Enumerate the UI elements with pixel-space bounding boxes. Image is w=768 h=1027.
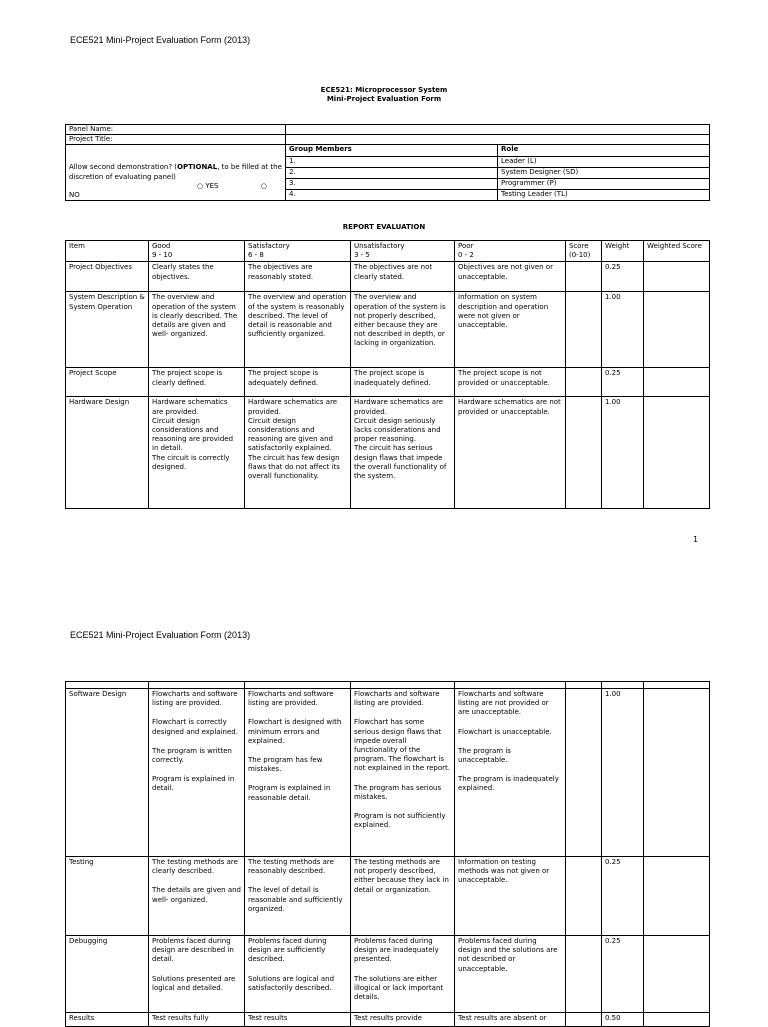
score-input[interactable] [566, 689, 602, 857]
score-input[interactable] [566, 1013, 602, 1027]
panel-name-label: Panel Name: [66, 125, 286, 135]
criterion-unsatisfactory [351, 857, 455, 936]
criterion-poor [455, 936, 566, 1013]
weight-value: 0.25 [602, 857, 644, 936]
criterion-paragraph: The level of detail is reasonable and sufficiently organized. [248, 886, 343, 913]
rubric-row [66, 689, 710, 857]
criterion-good [149, 936, 245, 1013]
criterion-paragraph: Flowchart is correctly designed and explained. [152, 718, 238, 736]
criterion-paragraph: The testing methods are reasonably described. [248, 858, 334, 876]
item-label: Software Design [66, 689, 149, 857]
criterion-satisfactory [245, 1013, 351, 1027]
criterion-paragraph: Program is explained in detail. [152, 775, 235, 793]
criterion-paragraph: The details are given and well- organized. [152, 886, 242, 904]
member-role: Leader (L) [498, 156, 710, 167]
no-label: NO [69, 191, 80, 200]
criterion-good [149, 262, 245, 292]
criterion-satisfactory [245, 397, 351, 509]
criterion-paragraph: Clearly states the objectives. [152, 263, 214, 281]
weight-value: 0.25 [602, 936, 644, 1013]
criterion-paragraph: Test results [248, 1014, 288, 1022]
weight-value: 0.50 [602, 1013, 644, 1027]
yes-checkbox[interactable]: ○ YES [197, 181, 219, 190]
criterion-paragraph: Flowcharts and software listing are provided. [248, 690, 334, 708]
criterion-paragraph: Hardware schematics are provided. Circuit design considerations and reasoning are provided in detail. The circuit is correctly designed. [152, 398, 234, 471]
header-item: Item [66, 241, 149, 262]
criterion-paragraph: Hardware schematics are not provided or unacceptable. [458, 398, 561, 416]
criterion-unsatisfactory [351, 397, 455, 509]
blank-header-row [66, 682, 710, 689]
score-input[interactable] [566, 857, 602, 936]
criterion-paragraph: The overview and operation of the system is clearly described. The details are given and well- organized. [152, 293, 238, 339]
item-label: Project Objectives [66, 262, 149, 292]
header-weight: Weight [602, 241, 644, 262]
section-title: REPORT EVALUATION [342, 223, 426, 231]
criterion-good [149, 689, 245, 857]
second-demo-question: Allow second demonstration? (OPTIONAL, to be filled at the discretion of evaluating panel) ○ YES ○ NO [66, 145, 286, 201]
criterion-poor [455, 689, 566, 857]
item-label: Testing [66, 857, 149, 936]
criterion-paragraph: Problems faced during design are sufficiently described. [248, 937, 327, 964]
criterion-good [149, 857, 245, 936]
score-input[interactable] [566, 262, 602, 292]
item-label: Hardware Design [66, 397, 149, 509]
header-poor: Poor 0 - 2 [455, 241, 566, 262]
criterion-poor [455, 292, 566, 368]
criterion-good [149, 368, 245, 397]
criterion-satisfactory [245, 857, 351, 936]
criterion-paragraph: Problems faced during design are described in detail. [152, 937, 234, 964]
criterion-unsatisfactory [351, 292, 455, 368]
criterion-paragraph: The project scope is not provided or unacceptable. [458, 369, 550, 387]
item-label: System Description & System Operation [66, 292, 149, 368]
criterion-paragraph: The objectives are reasonably stated. [248, 263, 314, 281]
criterion-paragraph: Flowcharts and software listing are provided. [354, 690, 440, 708]
weight-value: 1.00 [602, 397, 644, 509]
criterion-paragraph: The program has serious mistakes. [354, 783, 442, 801]
weighted-score-input[interactable] [644, 292, 710, 368]
criterion-good [149, 292, 245, 368]
criterion-paragraph: Problems faced during design and the solutions are not described or unacceptable. [458, 937, 558, 973]
weight-value: 1.00 [602, 689, 644, 857]
weighted-score-input[interactable] [644, 857, 710, 936]
criterion-poor [455, 857, 566, 936]
criterion-paragraph: The program is written correctly. [152, 746, 232, 765]
criterion-unsatisfactory [351, 1013, 455, 1027]
criterion-unsatisfactory [351, 936, 455, 1013]
weighted-score-input[interactable] [644, 368, 710, 397]
member-slot[interactable]: 2. [286, 167, 498, 178]
rubric-row [66, 936, 710, 1013]
weight-value: 0.25 [602, 368, 644, 397]
criterion-poor [455, 397, 566, 509]
rubric-row [66, 1013, 710, 1027]
role-header: Role [498, 145, 710, 156]
rubric-row [66, 368, 710, 397]
no-checkbox[interactable]: ○ [260, 181, 267, 190]
project-title-label: Project Title: [66, 135, 286, 145]
criterion-paragraph: Program is not sufficiently explained. [354, 812, 446, 830]
criterion-satisfactory [245, 262, 351, 292]
member-role: Programmer (P) [498, 178, 710, 189]
document-title-line1: ECE521: Microprocessor System [320, 86, 448, 94]
criterion-good [149, 397, 245, 509]
criterion-paragraph: The program has few mistakes. [248, 756, 323, 774]
criterion-paragraph: Test results are absent or [458, 1014, 547, 1022]
header-satisfactory: Satisfactory 6 - 8 [245, 241, 351, 262]
criterion-paragraph: Flowcharts and software listing are not provided or are unacceptable. [458, 690, 549, 717]
weighted-score-input[interactable] [644, 689, 710, 857]
criterion-poor [455, 368, 566, 397]
rubric-row [66, 857, 710, 936]
criterion-paragraph: Solutions are logical and satisfactorily described. [248, 974, 335, 992]
weighted-score-input[interactable] [644, 1013, 710, 1027]
group-info-table [65, 124, 710, 201]
member-role: System Designer (SD) [498, 167, 710, 178]
weight-value: 0.25 [602, 262, 644, 292]
criterion-paragraph: The project scope is inadequately defined. [354, 369, 431, 387]
criterion-paragraph: Hardware schematics are provided. Circuit design considerations and reasoning are given and satisfactorily explained. The circuit has few design flaws that do not affect its overall functionality. [248, 398, 340, 481]
score-input[interactable] [566, 397, 602, 509]
weight-value: 1.00 [602, 292, 644, 368]
criterion-paragraph: Problems faced during design are inadequately presented. [354, 937, 439, 964]
panel-name-field[interactable] [286, 125, 710, 135]
criterion-paragraph: Information on testing methods was not given or unacceptable. [458, 858, 550, 885]
criterion-satisfactory [245, 689, 351, 857]
criterion-paragraph: Flowchart has some serious design flaws that impede overall functionality of the program. The flowchart is not explained in the report. [354, 718, 450, 773]
document-title [0, 86, 768, 104]
criterion-satisfactory [245, 936, 351, 1013]
document-title-line2: Mini-Project Evaluation Form [326, 95, 442, 103]
rubric-row [66, 397, 710, 509]
criterion-paragraph: Solutions presented are logical and detailed. [152, 974, 236, 992]
weighted-score-input[interactable] [644, 262, 710, 292]
criterion-paragraph: Flowchart is designed with minimum errors and explained. [248, 718, 342, 745]
criterion-good [149, 1013, 245, 1027]
rubric-row [66, 292, 710, 368]
criterion-paragraph: Hardware schematics are provided. Circuit design seriously lacks considerations and proper reasoning. The circuit has serious design flaws that impede the overall functionality of the system. [354, 398, 447, 481]
rubric-row [66, 262, 710, 292]
criterion-poor [455, 262, 566, 292]
criterion-paragraph: Objectives are not given or unacceptable. [458, 263, 553, 281]
weighted-score-input[interactable] [644, 397, 710, 509]
project-title-field[interactable] [286, 135, 710, 145]
member-slot[interactable]: 1. [286, 156, 498, 167]
criterion-satisfactory [245, 368, 351, 397]
criterion-paragraph: Flowchart is unacceptable. [458, 727, 552, 736]
header-good: Good 9 - 10 [149, 241, 245, 262]
criterion-paragraph: Test results fully [152, 1014, 209, 1022]
rubric-header-row [66, 241, 710, 262]
header-unsatisfactory: Unsatisfactory 3 - 5 [351, 241, 455, 262]
criterion-paragraph: The objectives are not clearly stated. [354, 263, 433, 281]
criterion-paragraph: The testing methods are clearly described. [152, 858, 238, 876]
item-label: Results [66, 1013, 149, 1027]
criterion-paragraph: The solutions are either illogical or lack important details. [354, 974, 444, 1002]
running-header-page2: ECE521 Mini-Project Evaluation Form (2013) [70, 630, 251, 640]
score-input[interactable] [566, 368, 602, 397]
member-role: Testing Leader (TL) [498, 190, 710, 201]
header-score: Score (0-10) [566, 241, 602, 262]
member-slot[interactable]: 4. [286, 190, 498, 201]
criterion-unsatisfactory [351, 689, 455, 857]
criterion-paragraph: The project scope is adequately defined. [248, 369, 319, 387]
weighted-score-input[interactable] [644, 936, 710, 1013]
running-header: ECE521 Mini-Project Evaluation Form (2013) [70, 35, 251, 45]
member-slot[interactable]: 3. [286, 178, 498, 189]
criterion-paragraph: Program is explained in reasonable detail. [248, 784, 331, 802]
rubric-table-page1 [65, 240, 710, 509]
criterion-paragraph: The overview and operation of the system is not properly described, either because they are not described in depth, or lacking in organization. [354, 293, 446, 348]
rubric-table-page2 [65, 681, 710, 1027]
header-weighted-score: Weighted Score [644, 241, 710, 262]
criterion-paragraph: The program is inadequately explained. [458, 775, 559, 793]
criterion-paragraph: The program is unacceptable. [458, 746, 511, 765]
criterion-paragraph: The overview and operation of the system is reasonably described. The level of detail is reasonable and sufficiently organized. [248, 293, 347, 339]
criterion-poor [455, 1013, 566, 1027]
item-label: Debugging [66, 936, 149, 1013]
group-members-header: Group Members [286, 145, 498, 156]
criterion-unsatisfactory [351, 368, 455, 397]
criterion-satisfactory [245, 292, 351, 368]
item-label: Project Scope [66, 368, 149, 397]
criterion-unsatisfactory [351, 262, 455, 292]
score-input[interactable] [566, 292, 602, 368]
page-number: 1 [693, 535, 699, 544]
criterion-paragraph: The project scope is clearly defined. [152, 369, 223, 387]
score-input[interactable] [566, 936, 602, 1013]
criterion-paragraph: Information on system description and operation were not given or unacceptable. [458, 293, 549, 330]
criterion-paragraph: Flowcharts and software listing are provided. [152, 690, 238, 708]
criterion-paragraph: The testing methods are not properly described, either because they lack in detail or organization. [354, 858, 449, 894]
criterion-paragraph: Test results provide [354, 1014, 422, 1022]
